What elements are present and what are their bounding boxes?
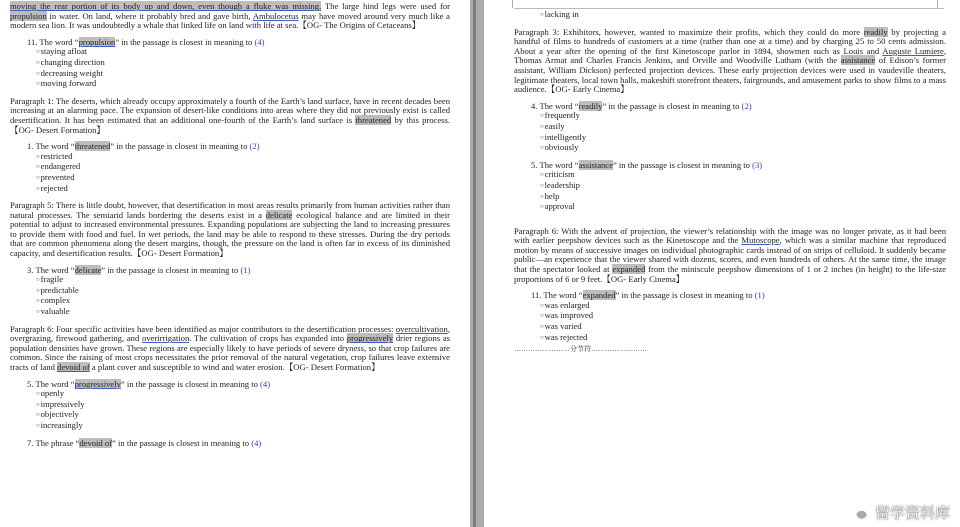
highlight-span: moving the rear portion of its body up and down, even though a fluke was missing. [10,1,322,11]
watermark [847,502,950,523]
question-7: 7. The phrase “devoid of” in the passage is closest in meaning to (4) [27,437,262,448]
passage-fragment [10,2,450,31]
option-item: ○ was enlarged [540,301,946,312]
option-item: ○ objectively [36,410,450,421]
option-item: ○ predictable [36,286,450,297]
option-item: ○ help [540,192,946,203]
question-5: 5. The word “assistance” in the passage is closest in meaning to (3) [531,159,763,170]
question-5: 5. The word “progressively” in the passage is closest in meaning to (4) [27,378,271,389]
options-list [36,275,450,317]
question-4: 4. The word “readily” in the passage is closest in meaning to (2) [531,100,752,111]
section-break: ……………………分节符…………………… [514,345,647,354]
option-item: ○ was improved [540,311,946,322]
option-item: ○ endangered [36,162,450,173]
highlight-span: propulsion [10,10,47,21]
watermark-text: 留学资料库 [874,504,950,522]
text-span: The large hind legs were used for [321,1,451,11]
options-list [540,111,946,153]
options-list [36,389,450,431]
option-item: ○ was rejected [540,333,946,344]
option-item: ○ was varied [540,322,946,333]
options-list [36,47,450,89]
wechat-icon [847,505,869,521]
option-item: ○ moving forward [36,79,450,90]
paragraph-5: Paragraph 5: There is little doubt, however, that desertification in most areas results primarily from human activities rather than natural processes. The semiarid lands bordering the deserts exist in a delicate ecological balance and are limited in their potential to adjust to increased environmental pressures. Expanding populations are subjecting the land to increasing pressures to provide them with food and fuel. In wet periods, the land may be able to respond to these stresses. During the dry periods that are common phenomena along the desert margins, though, the pressure on the land is often far in excess of its diminished capacity, and desertification results.【OG- Desert Formation】 [10,200,450,259]
option-item: ○ lacking in [540,10,946,21]
paragraph-6: Paragraph 6: With the advent of projection, the viewer’s relationship with the image was no longer private, as it had been with earlier peepshow devices such as the Kinetoscope and the Mutoscope, which was a similar machine that reproduced motion by means of successive images on individual photographic cards instead of on strips of celluloid. It suddenly became public—an experience that the viewer shared with dozens, scores, and even hundreds of others. At the same time, the image that the spectator looked at expanded from the miniscule peepshow dimensions of 1 or 2 inches (in height) to the life-size proportions of 6 or 9 feet.【OG- Early Cinema】 [514,225,946,284]
underline-span: Ambulocetus [252,10,299,21]
paragraph-6: Paragraph 6: Four specific activities have been identified as major contributors to the desertification processes: overcultivation, overgrazing, firewood gathering, and overirrigation. The cultivation of crops has expanded into progressively drier regions as population densities have grown. These regions are especially likely to have periods of severe dryness, so that crop failures are common. Since the raising of most crops necessitates the prior removal of the natural vegetation, crop failures leave extensive tracts of land devoid of a plant cover and susceptible to wind and water erosion.【OG- Desert Formation】 [10,323,450,372]
page-gutter [473,0,476,527]
option-item: ○ intelligently [540,133,946,144]
question-3: 3. The word “delicate” in the passage is closest in meaning to (1) [27,264,251,275]
options-list [36,152,450,194]
option-item: ○ obviously [540,143,946,154]
option-item: ○ increasingly [36,421,450,432]
page-right [484,0,960,527]
option-item: ○ changing direction [36,58,450,69]
option-item: ○ criticism [540,170,946,181]
page-left-content [10,2,450,448]
option-item: ○ easily [540,122,946,133]
option-item: ○ approval [540,202,946,213]
options-list [540,170,946,212]
option-item: ○ decreasing weight [36,69,450,80]
option-item: ○ complex [36,296,450,307]
option-item: ○ fragile [36,275,450,286]
paragraph-3: Paragraph 3: Exhibitors, however, wanted to maximize their profits, which they could do more readily by projecting a handful of films to hundreds of customers at a time (rather than one at a time) and by charging 25 to 50 cents admission. About a year after the opening of the first Kinetoscope parlor in 1894, showmen such as Louis and Auguste Lumiere, Thomas Armat and Charles Francis Jenkins, and Orville and Woodville Latham (with the assistance of Edison’s former assistant, William Dickson) perfected projection devices. These early projection devices were used in vaudeville theaters, legitimate theaters, local town halls, makeshift storefront theaters, fairgrounds, and amusement parks to show films to a mass audience.【OG- Early Cinema】 [514,26,946,95]
question-11: 11. The word “propulsion” in the passage is closest in meaning to (4) [27,36,265,47]
option-item: ○ rejected [36,184,450,195]
option-item: ○ staying afloat [36,47,450,58]
page-left [0,0,470,527]
crop-mark [937,0,948,8]
text-span: in water. On land, where it probably bred and gave birth, [46,10,253,21]
option-item: ○ prevented [36,173,450,184]
options-list [540,301,946,343]
option-item: ○ openly [36,389,450,400]
option-item: ○ valuable [36,307,450,318]
paragraph-1: Paragraph 1: The deserts, which already occupy approximately a fourth of the Earth’s land surface, have in recent decades been increasing at an alarming pace. The expansion of desert-like conditions into areas where they did not previously exist is called desertification. It has been estimated that an additional one-fourth of the Earth’s land surface is threatened by this process.【OG- Desert Formation】 [10,95,450,135]
option-item: ○ restricted [36,152,450,163]
option-item: ○ frequently [540,111,946,122]
options-list [540,10,946,21]
question-1: 1. The word “threatened” in the passage is closest in meaning to (2) [27,141,260,152]
page-right-content [514,9,946,355]
option-item: ○ impressively [36,400,450,411]
question-11: 11. The word “expanded” in the passage is closest in meaning to (1) [531,290,765,301]
crop-mark [502,0,513,8]
option-item: ○ leadership [540,181,946,192]
text-span: may have moved around very much like a modern sea lion. It was undoubtedly a whale that linked life on land with life at sea.【OG- The Origins of Cetaceans】 [10,10,450,31]
